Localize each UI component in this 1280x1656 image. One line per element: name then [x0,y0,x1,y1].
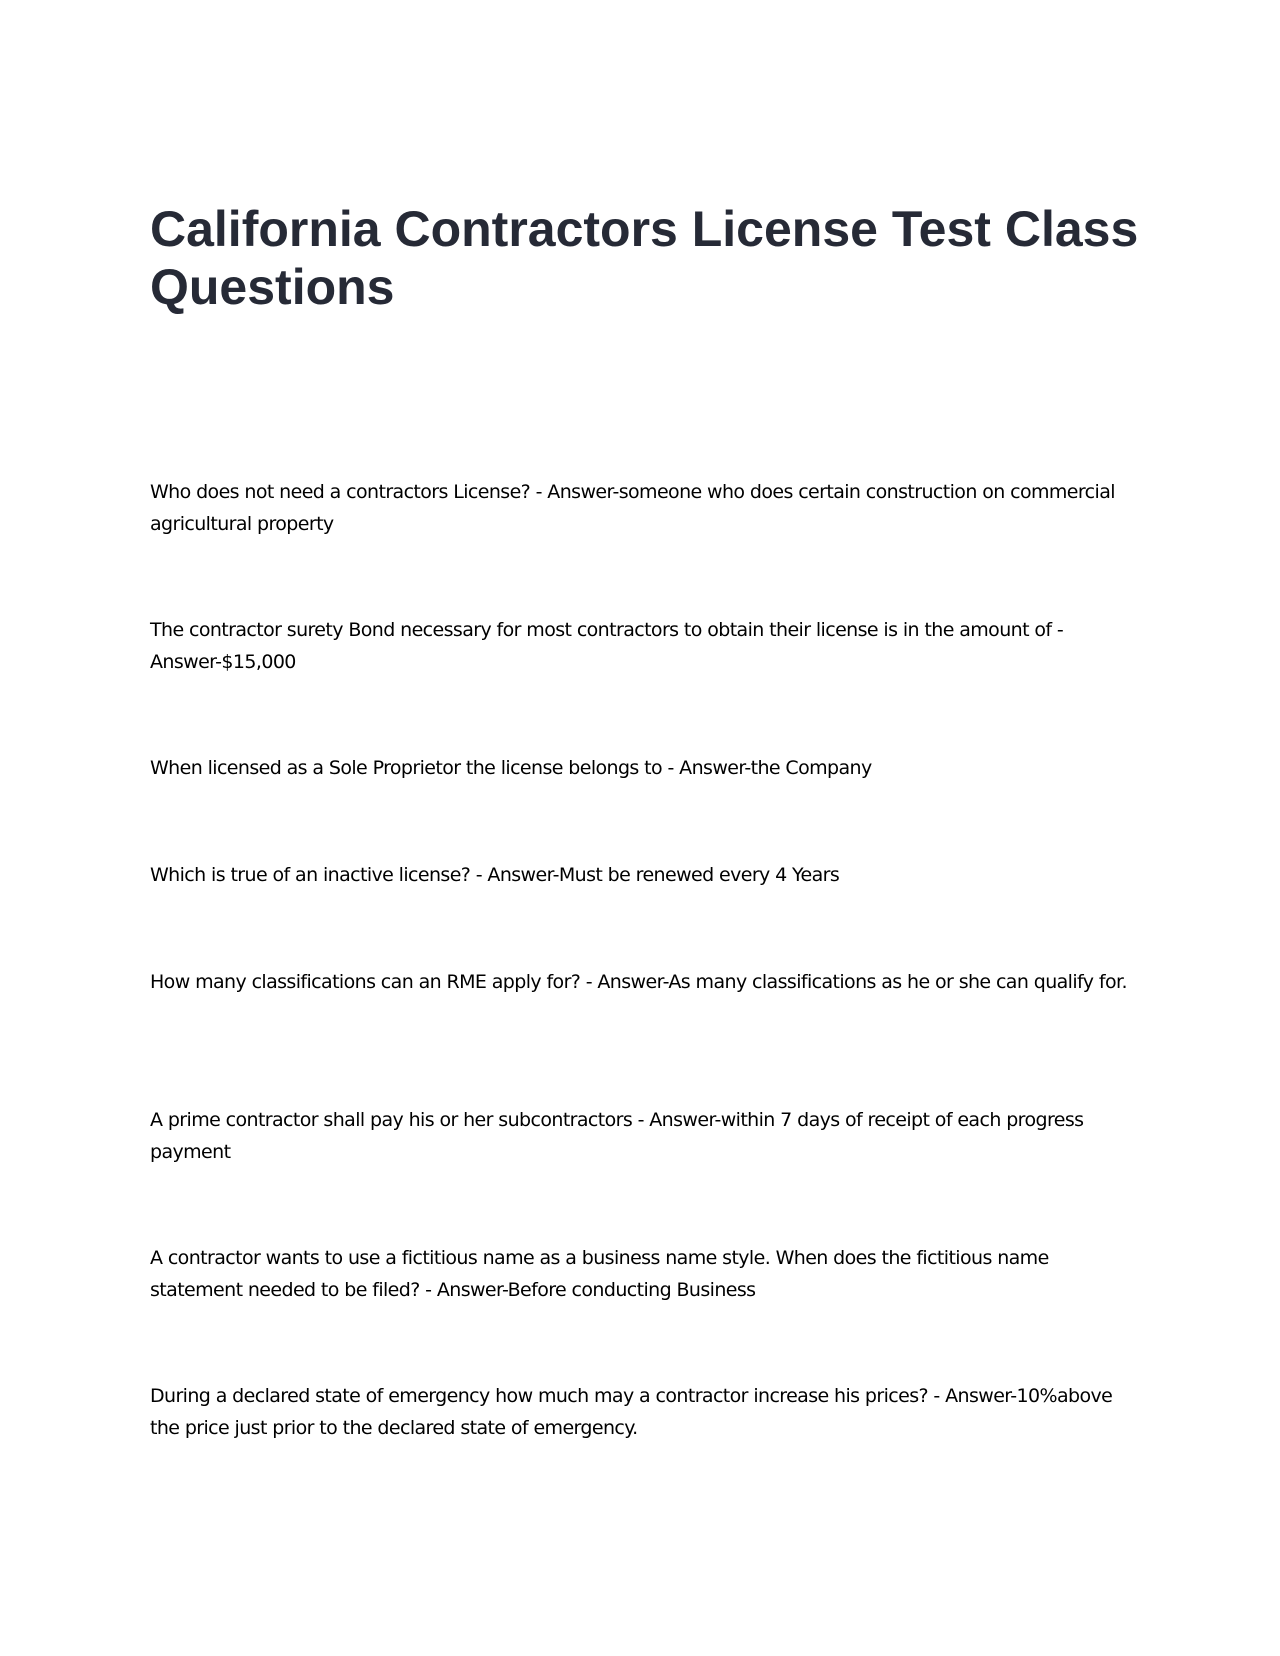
question-answer-item: Who does not need a contractors License? - Answer-someone who does certain construction on commercial agricultural property [150,481,1115,535]
question-answer-item: Which is true of an inactive license? - Answer-Must be renewed every 4 Years [150,864,840,886]
question-answer-item: The contractor surety Bond necessary for most contractors to obtain their license is in the amount of - Answer-$15,000 [150,619,1064,673]
question-answer-item: During a declared state of emergency how much may a contractor increase his prices? - Answer-10%above the price just prior to the declared state of emergency. [150,1385,1113,1439]
question-answer-item: A contractor wants to use a fictitious name as a business name style. When does the fictitious name statement needed to be filed? - Answer-Before conducting Business [150,1247,1049,1301]
question-answer-item: How many classifications can an RME apply for? - Answer-As many classifications as he or she can qualify for. [150,971,1127,993]
page-title: California Contractors License Test Class Questions [150,201,1139,315]
question-answer-item: A prime contractor shall pay his or her subcontractors - Answer-within 7 days of receipt of each progress payment [150,1109,1084,1163]
question-answer-item: When licensed as a Sole Proprietor the license belongs to - Answer-the Company [150,757,872,779]
